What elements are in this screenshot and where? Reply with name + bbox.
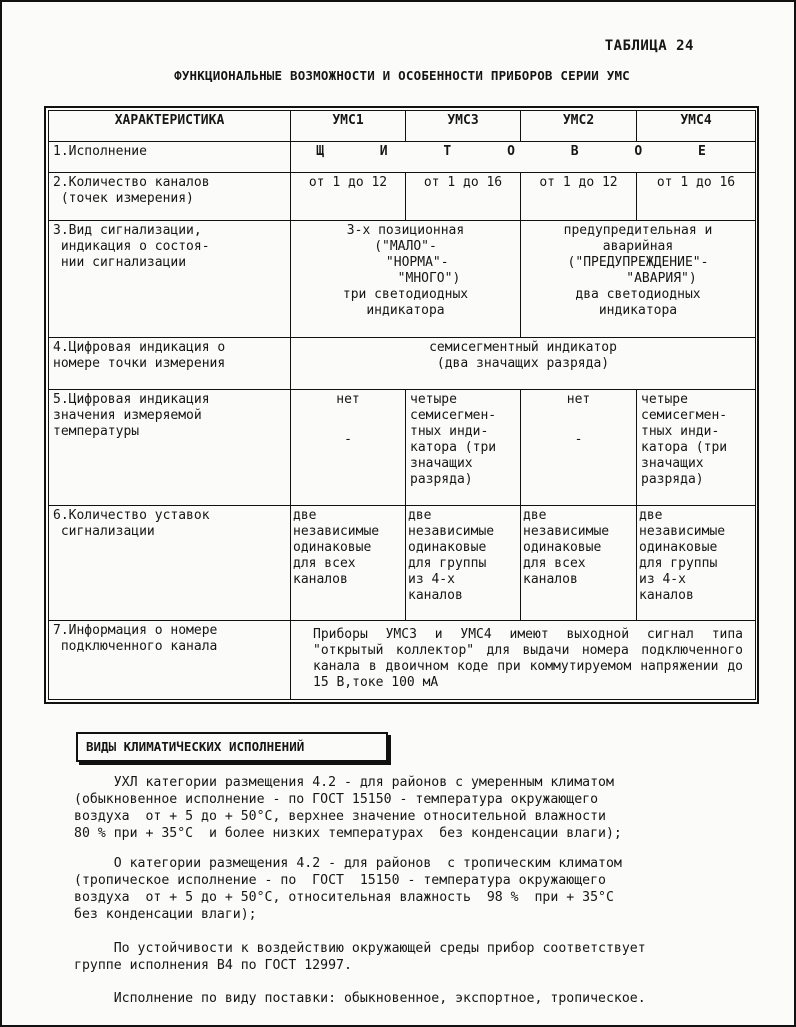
table-row	[49, 173, 756, 221]
row-1-characteristic: 1.Исполнение	[49, 142, 291, 173]
row-2-umc3: от 1 до 16	[406, 173, 521, 221]
table-row	[49, 220, 756, 338]
row-3-characteristic: 3.Вид сигнализации, индикация о состоя- нии сигнализации	[49, 220, 291, 338]
table-number: ТАБЛИЦА 24	[604, 38, 694, 54]
row-5-umc1	[291, 389, 406, 505]
row-5-umc4: четыре семисегмен- тных инди- катора (три значащих разряда)	[637, 389, 756, 505]
row-1-value: Щ И Т О В О Е	[291, 142, 756, 173]
section-title-box: ВИДЫ КЛИМАТИЧЕСКИХ ИСПОЛНЕНИЙ	[76, 732, 388, 762]
header-umc2: УМС2	[521, 111, 637, 142]
table-row	[49, 142, 756, 173]
paragraph-delivery: Исполнение по виду поставки: обыкновенное, экспортное, тропическое.	[74, 991, 646, 1006]
header-characteristic: ХАРАКТЕРИСТИКА	[49, 111, 291, 142]
row-5-umc1-value: нет	[336, 391, 360, 407]
table-row	[49, 338, 756, 390]
paragraph-tropical: О категории размещения 4.2 - для районов с тропическим климатом (тропическое исполнение - по ГОСТ 15150 - температура окружающего воздуха от + 5 до + 50°С, относительная влажность 98 % при + 35°С без конденсации влаги);	[74, 856, 622, 922]
table-title: ФУНКЦИОНАЛЬНЫЕ ВОЗМОЖНОСТИ И ОСОБЕННОСТИ ПРИБОРОВ СЕРИИ УМС	[174, 68, 630, 83]
table-header-row	[49, 111, 756, 142]
row-2-umc2: от 1 до 12	[521, 173, 637, 221]
row-6-characteristic: 6.Количество уставок сигнализации	[49, 505, 291, 621]
row-2-characteristic: 2.Количество каналов (точек измерения)	[49, 173, 291, 221]
row-2-umc4: от 1 до 16	[637, 173, 756, 221]
row-6-umc2: две независимые одинаковые для всех каналов	[521, 505, 637, 621]
row-6-umc4: две независимые одинаковые для группы из 4-х каналов	[637, 505, 756, 621]
table-row	[49, 389, 756, 505]
specs-table	[48, 110, 756, 700]
row-6-umc3: две независимые одинаковые для группы из 4-х каналов	[406, 505, 521, 621]
paragraph-resistance: По устойчивости к воздействию окружающей среды прибор соответствует группе исполнения В4 по ГОСТ 12997.	[74, 941, 646, 973]
row-5-umc2-dash: -	[574, 431, 583, 447]
header-umc3: УМС3	[406, 111, 521, 142]
row-6-umc1: две независимые одинаковые для всех каналов	[291, 505, 406, 621]
table-row	[49, 621, 756, 700]
row-2-umc1: от 1 до 12	[291, 173, 406, 221]
row-3-umc1-umc3: 3-х позиционная ("МАЛО"- "НОРМА"- "МНОГО") три светодиодных индикатора	[291, 220, 521, 338]
row-5-umc3: четыре семисегмен- тных инди- катора (три значащих разряда)	[406, 389, 521, 505]
table-row	[49, 505, 756, 621]
row-3-umc2-umc4: предупредительная и аварийная ("ПРЕДУПРЕЖДЕНИЕ"- "АВАРИЯ") два светодиодных индикатора	[521, 220, 756, 338]
row-4-characteristic: 4.Цифровая индикация о номере точки измерения	[49, 338, 291, 390]
row-5-characteristic: 5.Цифровая индикация значения измеряемой температуры	[49, 389, 291, 505]
header-umc4: УМС4	[637, 111, 756, 142]
header-umc1: УМС1	[291, 111, 406, 142]
row-5-umc2	[521, 389, 637, 505]
paragraph-uhl: УХЛ категории размещения 4.2 - для районов с умеренным климатом (обыкновенное исполнение - по ГОСТ 15150 - температура окружающего воздуха от + 5 до + 50°С, верхнее значение относительной влажности 80 % при + 35°С и более низких температурах без конденсации влаги);	[74, 775, 622, 841]
row-5-umc1-dash: -	[344, 431, 352, 447]
row-7-characteristic: 7.Информация о номере подключенного канала	[49, 621, 291, 700]
row-5-umc2-value: нет	[566, 391, 591, 407]
row-7-value: Приборы УМС3 и УМС4 имеют выходной сигнал типа "открытый коллектор" для выдачи номера подключенного канала в двоичном коде при коммутируемом напряжении до 15 В,токе 100 мА	[291, 621, 756, 700]
row-4-value: семисегментный индикатор (два значащих разряда)	[291, 338, 756, 390]
